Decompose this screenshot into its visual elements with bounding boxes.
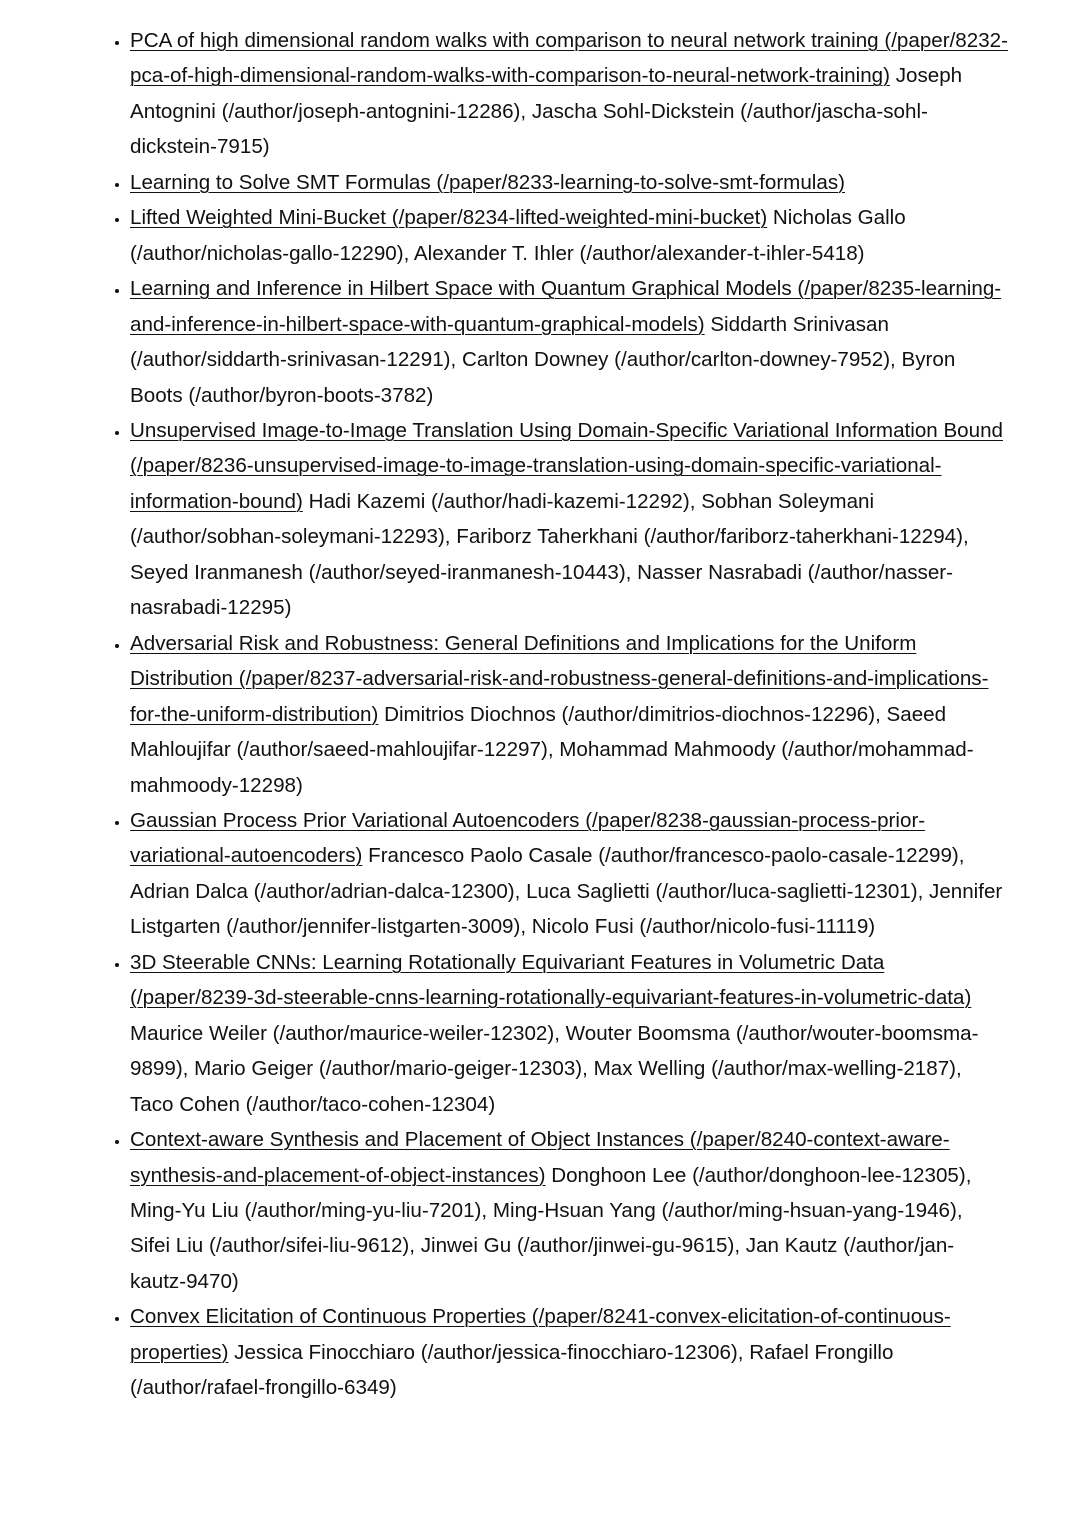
paper-link[interactable]: Learning to Solve SMT Formulas (/paper/8233-learning-to-solve-smt-formulas): [130, 170, 845, 194]
paper-authors: Nicholas Gallo (/author/nicholas-gallo-12290), Alexander T. Ihler (/author/alexander-t-ihler-5418): [130, 206, 906, 265]
paper-link[interactable]: 3D Steerable CNNs: Learning Rotationally Equivariant Features in Volumetric Data (/paper/8239-3d-steerable-cnns-learning-rotationally-equivariant-features-in-volumetric-data): [130, 950, 972, 1010]
paper-authors: Jessica Finocchiaro (/author/jessica-finocchiaro-12306), Rafael Frongillo (/author/rafael-frongillo-6349): [130, 1340, 894, 1400]
paper-list-item: [130, 1122, 1008, 1299]
paper-authors: Maurice Weiler (/author/maurice-weiler-12302), Wouter Boomsma (/author/wouter-boomsma-9899), Mario Geiger (/author/mario-geiger-12303), Max Welling (/author/max-welling-2187), Taco Cohen (/author/taco-cohen-12304): [130, 1021, 979, 1116]
paper-authors: Francesco Paolo Casale (/author/francesco-paolo-casale-12299), Adrian Dalca (/author/adrian-dalca-12300), Luca Saglietti (/author/luca-saglietti-12301), Jennifer Listgarten (/author/jennifer-listgarten-3009), Nicolo Fusi (/author/nicolo-fusi-11119): [130, 844, 1003, 939]
paper-list-item: [130, 626, 1008, 803]
paper-link[interactable]: Gaussian Process Prior Variational Autoencoders (/paper/8238-gaussian-process-prior-variational-autoencoders): [130, 808, 926, 868]
paper-link[interactable]: Learning and Inference in Hilbert Space with Quantum Graphical Models (/paper/8235-learning-and-inference-in-hilbert-space-with-quantum-graphical-models): [130, 277, 1002, 336]
paper-authors: Joseph Antognini (/author/joseph-antognini-12286), Jascha Sohl-Dickstein (/author/jascha-sohl-dickstein-7915): [130, 64, 963, 159]
paper-list-item: [130, 23, 1008, 165]
paper-link[interactable]: Lifted Weighted Mini-Bucket (/paper/8234-lifted-weighted-mini-bucket): [130, 206, 768, 230]
paper-authors: Donghoon Lee (/author/donghoon-lee-12305), Ming-Yu Liu (/author/ming-yu-liu-7201), Ming-Hsuan Yang (/author/ming-hsuan-yang-1946), Sifei Liu (/author/sifei-liu-9612), Jinwei Gu (/author/jinwei-gu-9615), Jan Kautz (/author/jan-kautz-9470): [130, 1163, 972, 1293]
paper-link[interactable]: Unsupervised Image-to-Image Translation Using Domain-Specific Variational Information Bound (/paper/8236-unsupervised-image-to-image-translation-using-domain-specific-variational-information-bound): [130, 418, 1003, 513]
paper-link[interactable]: Convex Elicitation of Continuous Properties (/paper/8241-convex-elicitation-of-continuous-properties): [130, 1305, 951, 1364]
paper-authors: Dimitrios Diochnos (/author/dimitrios-diochnos-12296), Saeed Mahloujifar (/author/saeed-mahloujifar-12297), Mohammad Mahmoody (/author/mohammad-mahmoody-12298): [130, 702, 974, 797]
paper-list-item: [130, 413, 1008, 626]
paper-list-item: [130, 165, 1008, 200]
paper-list-item: [130, 200, 1008, 271]
paper-authors: Hadi Kazemi (/author/hadi-kazemi-12292), Sobhan Soleymani (/author/sobhan-soleymani-12293), Fariborz Taherkhani (/author/fariborz-taherkhani-12294), Seyed Iranmanesh (/author/seyed-iranmanesh-10443), Nasser Nasrabadi (/author/nasser-nasrabadi-12295): [130, 489, 969, 620]
paper-authors: Siddarth Srinivasan (/author/siddarth-srinivasan-12291), Carlton Downey (/author/carlton-downey-7952), Byron Boots (/author/byron-boots-3782): [130, 312, 956, 407]
paper-link[interactable]: PCA of high dimensional random walks with comparison to neural network training (/paper/8232-pca-of-high-dimensional-random-walks-with-comparison-to-neural-network-training): [130, 29, 1008, 88]
paper-list-item: [130, 1299, 1008, 1405]
paper-list-item: [130, 945, 1008, 1122]
paper-list-item: [130, 803, 1008, 945]
paper-link[interactable]: Adversarial Risk and Robustness: General Definitions and Implications for the Uniform Distribution (/paper/8237-adversarial-risk-and-robustness-general-definitions-and-implications-for-the-uniform-distribution): [130, 631, 989, 726]
paper-link[interactable]: Context-aware Synthesis and Placement of Object Instances (/paper/8240-context-aware-synthesis-and-placement-of-object-instances): [130, 1128, 950, 1187]
paper-list-item: [130, 271, 1008, 413]
